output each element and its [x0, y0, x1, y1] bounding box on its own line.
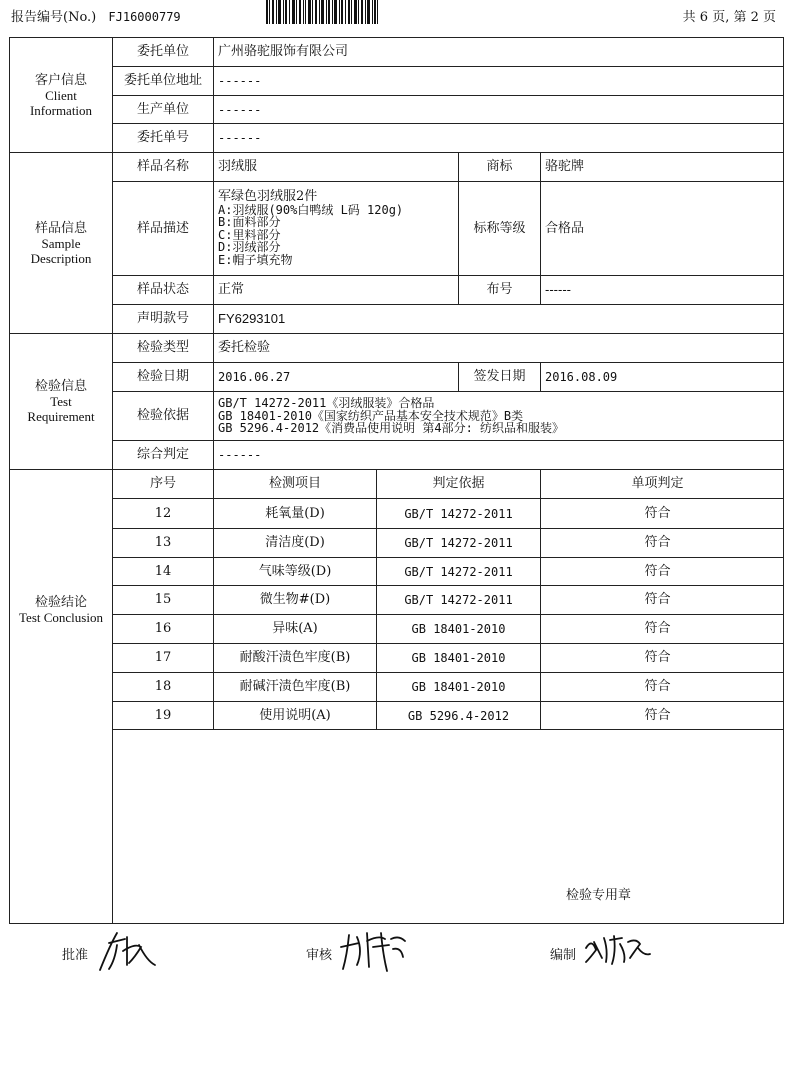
row-item: 清洁度(D)	[265, 535, 325, 550]
approve-label: 批准	[62, 948, 89, 963]
row-item: 耐碱汗渍色牢度(B)	[239, 679, 351, 694]
test-section-cn: 检验信息	[34, 379, 87, 394]
entrust-address-label: 委托单位地址	[123, 73, 202, 88]
sample-desc-line: 军绿色羽绒服2件	[218, 189, 318, 204]
sample-desc-value	[214, 182, 458, 275]
row-basis: GB 18401-2010	[411, 651, 506, 665]
test-date-label: 检验日期	[136, 369, 189, 384]
test-basis-label: 检验依据	[136, 408, 189, 423]
row-no: 16	[154, 621, 172, 636]
test-section-title	[10, 334, 112, 469]
entrust-unit-value: 广州骆驼服饰有限公司	[218, 44, 349, 59]
barcode-image	[266, 0, 378, 24]
page-info: 共 6 页, 第 2 页	[682, 10, 776, 25]
client-section-title	[10, 38, 112, 152]
row-result: 符合	[644, 650, 671, 665]
sample-desc-label: 样品描述	[136, 220, 189, 236]
row-item: 异味(A)	[272, 621, 318, 636]
row-no: 14	[154, 563, 172, 579]
test-basis-line: GB 18401-2010《国家纺织产品基本安全技术规范》B类	[218, 408, 524, 423]
col-header-basis: 判定依据	[432, 476, 485, 491]
compile-label: 编制	[550, 948, 577, 963]
sample-name-value: 羽绒服	[218, 159, 258, 174]
client-section-cn: 客户信息	[34, 72, 87, 88]
col-header-no: 序号	[149, 476, 176, 491]
test-date-value: 2016.06.27	[218, 370, 291, 384]
sample-section-title	[10, 153, 112, 333]
test-basis-value	[214, 392, 774, 440]
row-basis: GB 18401-2010	[411, 622, 506, 636]
order-no-label: 委托单号	[136, 130, 189, 145]
grade-value: 合格品	[545, 220, 585, 236]
conclusion-section-cn: 检验结论	[34, 595, 87, 610]
row-item: 耐酸汗渍色牢度(B)	[239, 650, 351, 665]
brand-value: 骆驼牌	[545, 159, 585, 174]
sample-status-label: 样品状态	[136, 282, 189, 297]
row-basis: GB 18401-2010	[411, 680, 506, 694]
row-result: 符合	[644, 621, 671, 636]
row-result: 符合	[644, 535, 671, 550]
style-no-label: 声明款号	[136, 311, 189, 326]
row-basis: GB/T 14272-2011	[404, 536, 513, 550]
sample-section-en-2: Description	[30, 250, 92, 266]
grade-label: 标称等级	[473, 220, 526, 236]
row-result: 符合	[644, 505, 671, 521]
row-item: 耗氧量(D)	[265, 505, 325, 521]
test-type-value: 委托检验	[218, 340, 271, 355]
row-item: 气味等级(D)	[258, 563, 332, 579]
row-basis: GB/T 14272-2011	[404, 506, 513, 521]
entrust-address-value: ------	[218, 74, 262, 88]
row-no: 17	[154, 650, 172, 665]
issue-date-value: 2016.08.09	[545, 370, 618, 384]
row-no: 12	[154, 505, 172, 521]
producer-label: 生产单位	[136, 101, 189, 117]
report-number-label: 报告编号(No.)	[11, 10, 97, 25]
sample-section-en-1: Sample	[41, 235, 81, 251]
sample-desc-line: C:里料部分	[218, 227, 281, 242]
test-section-en-2: Requirement	[27, 409, 95, 424]
row-divider	[112, 729, 784, 730]
row-result: 符合	[644, 592, 671, 607]
test-type-label: 检验类型	[136, 340, 189, 355]
report-number	[11, 6, 181, 25]
row-no: 19	[154, 707, 172, 723]
row-no: 13	[154, 535, 172, 550]
client-section-en-1: Client	[45, 87, 77, 103]
row-basis: GB 5296.4-2012	[407, 708, 510, 723]
test-section-en-1: Test	[50, 394, 72, 409]
overall-judgement-label: 综合判定	[136, 447, 189, 462]
row-item: 使用说明(A)	[259, 707, 331, 723]
order-no-value: ------	[218, 131, 262, 145]
sample-name-label: 样品名称	[136, 159, 189, 174]
report-number-value: FJ16000779	[108, 10, 181, 24]
cloth-no-value: ------	[545, 282, 571, 297]
sample-status-value: 正常	[218, 282, 245, 297]
sample-desc-line: E:帽子填充物	[218, 252, 293, 267]
entrust-unit-label: 委托单位	[136, 44, 189, 59]
review-signature	[337, 925, 409, 975]
sample-desc-line: D:羽绒部分	[218, 240, 281, 254]
approve-signature	[95, 925, 160, 975]
conclusion-section-en: Test Conclusion	[19, 610, 103, 625]
row-no: 15	[154, 592, 172, 607]
row-basis: GB/T 14272-2011	[404, 564, 513, 579]
conclusion-section-title	[10, 470, 112, 750]
style-no-value: FY6293101	[218, 311, 286, 326]
col-header-result: 单项判定	[631, 476, 684, 491]
overall-judgement-value: ------	[218, 448, 262, 462]
inspection-seal-text: 检验专用章	[566, 888, 632, 903]
row-item: 微生物#(D)	[259, 592, 331, 607]
compile-signature	[582, 928, 652, 968]
row-result: 符合	[644, 679, 671, 694]
row-result: 符合	[644, 563, 671, 579]
test-basis-line: GB/T 14272-2011《羽绒服装》合格品	[218, 396, 435, 411]
row-basis: GB/T 14272-2011	[404, 593, 513, 607]
row-result: 符合	[644, 707, 671, 723]
row-no: 18	[154, 679, 172, 694]
test-basis-line: GB 5296.4-2012《消费品使用说明 第4部分: 纺织品和服装》	[218, 421, 565, 436]
client-section-en-2: Information	[29, 102, 93, 118]
producer-value: ------	[218, 102, 262, 117]
col-header-item: 检测项目	[268, 476, 321, 491]
sample-section-cn: 样品信息	[34, 220, 87, 236]
cloth-no-label: 布号	[486, 282, 513, 297]
review-label: 审核	[306, 948, 333, 963]
sample-desc-line: A:羽绒服(90%白鸭绒 L码 120g)	[218, 202, 404, 217]
brand-label: 商标	[486, 159, 513, 174]
issue-date-label: 签发日期	[473, 369, 526, 384]
sample-desc-line: B:面料部分	[218, 215, 281, 229]
